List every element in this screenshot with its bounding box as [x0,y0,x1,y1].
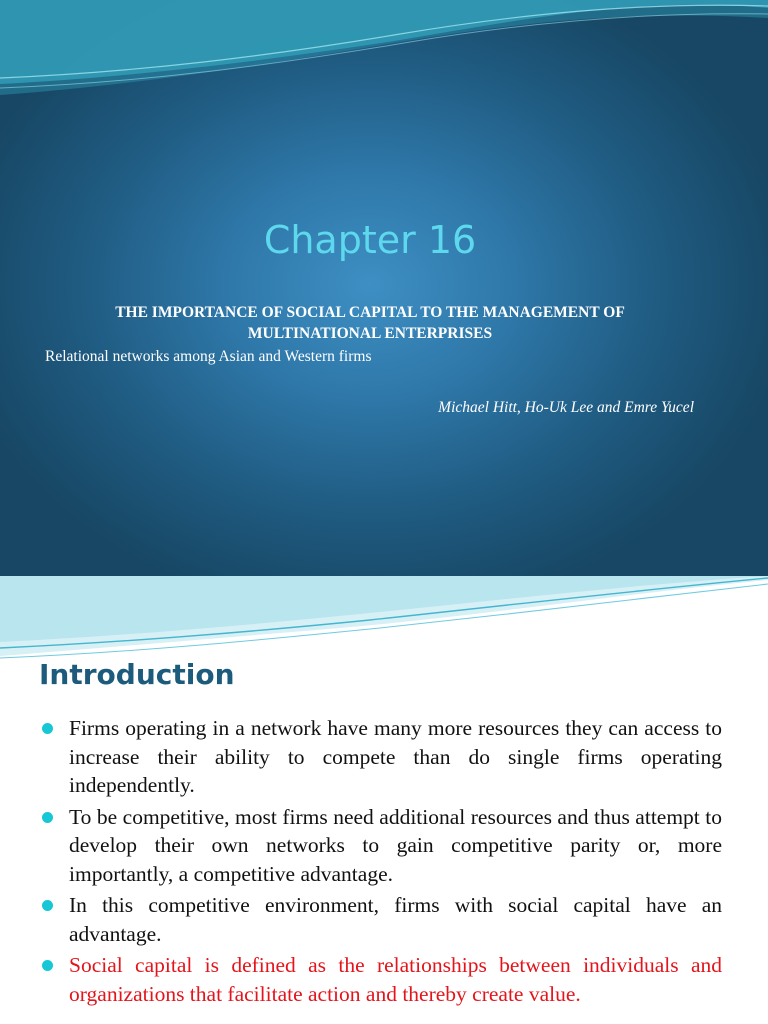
bullet-text: Social capital is defined as the relationships between individuals and organizations that facilitate action and thereby create value. [69,953,722,1006]
slide-subtitle: THE IMPORTANCE OF SOCIAL CAPITAL TO THE MANAGEMENT OF MULTINATIONAL ENTERPRISES [115,304,625,342]
slide-tagline: Relational networks among Asian and Western firms [45,348,372,365]
slide-title: Chapter 16 [263,218,477,262]
slide-heading: Introduction [39,658,235,691]
bullet-item [42,891,722,948]
bullet-item-highlight [42,951,722,1008]
bullet-item [42,803,722,889]
bullet-dot-icon [42,900,53,911]
bullet-dot-icon [42,812,53,823]
introduction-slide [0,576,768,1024]
bullet-item [42,714,722,800]
bullet-dot-icon [42,960,53,971]
decorative-wave [0,576,768,666]
bullet-dot-icon [42,723,53,734]
bullet-text: Firms operating in a network have many more resources they can access to increase their ability to compete than do single firms operating independently. [69,716,722,797]
decorative-wave [0,0,768,110]
slide-authors: Michael Hitt, Ho-Uk Lee and Emre Yucel [438,399,694,416]
bullet-list [42,714,722,1011]
bullet-text: To be competitive, most firms need additional resources and thus attempt to develop their own networks to gain competitive parity or, more importantly, a competitive advantage. [69,804,722,886]
bullet-text: In this competitive environment, firms with social capital have an advantage. [69,893,722,946]
